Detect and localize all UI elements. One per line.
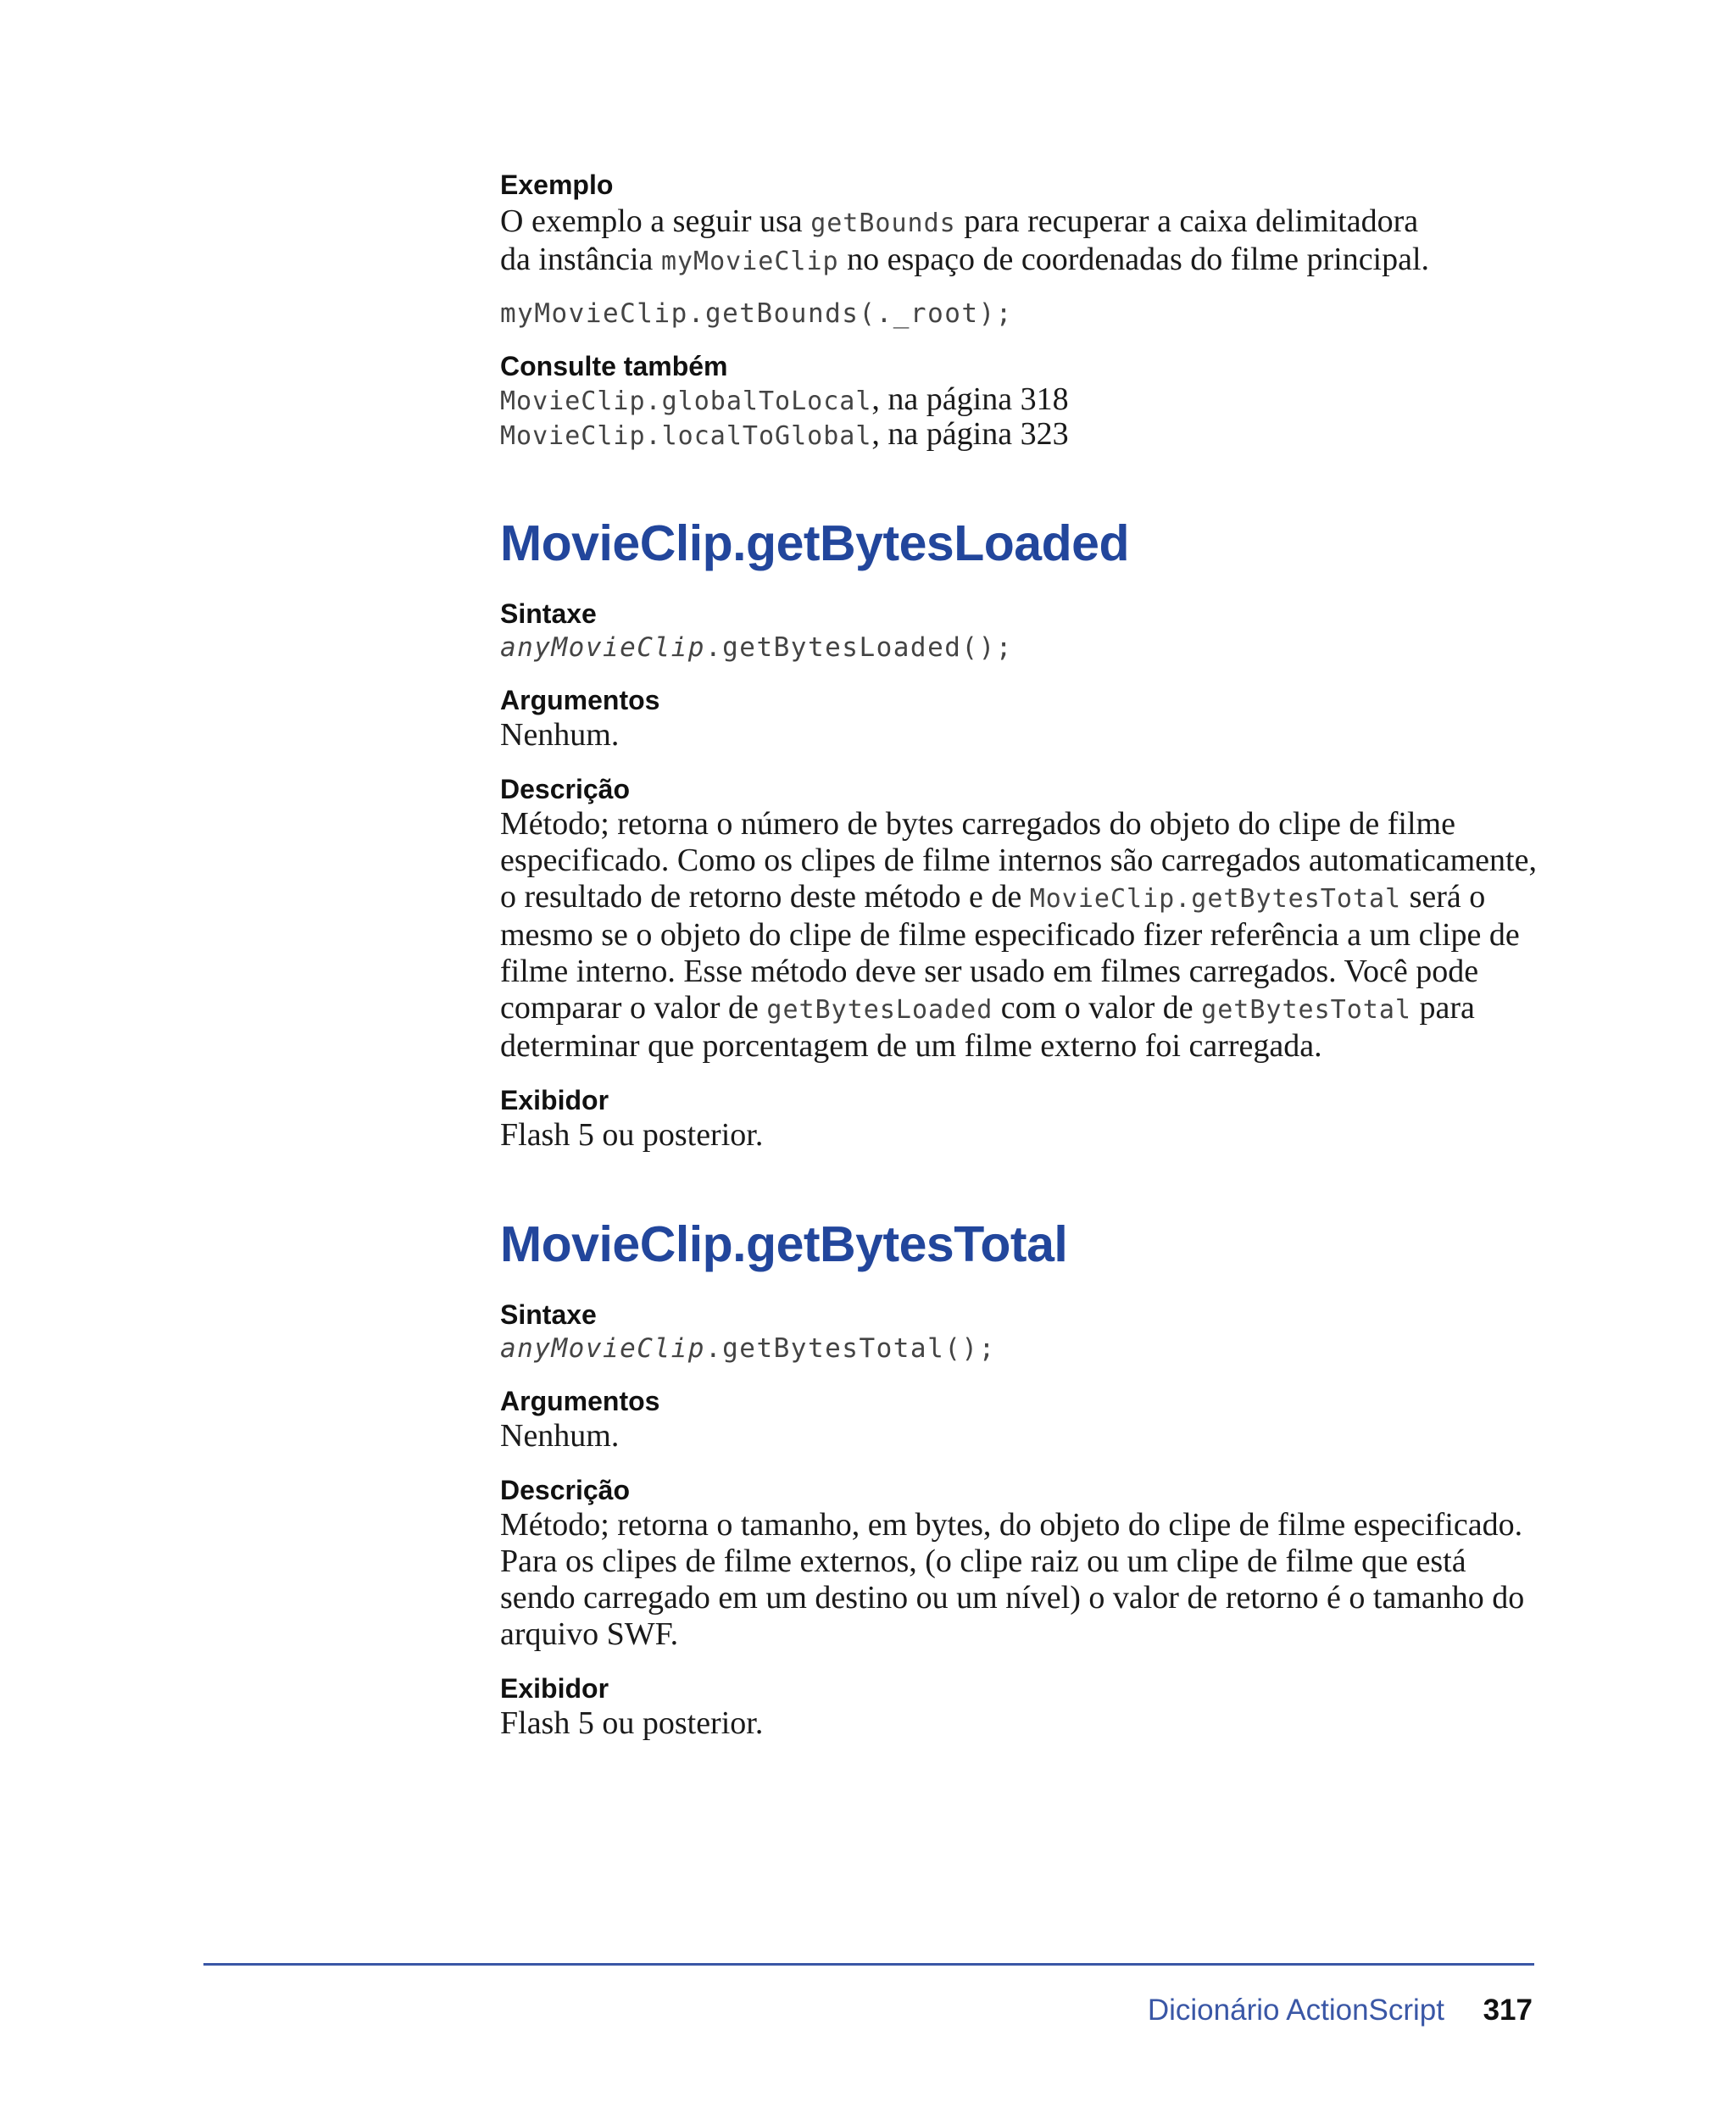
inline-code: getBytesLoaded <box>766 995 993 1025</box>
arguments-label: Argumentos <box>500 1386 660 1416</box>
section-title: MovieClip.getBytesLoaded <box>500 515 1130 571</box>
description-text: Método; retorna o tamanho, em bytes, do objeto do clipe de filme especificado. Para os clipes de filme externos, (o clipe raiz ou um clipe de filme que está sendo carregado em um destino ou um nível) o valor de retorno é o tamanho do arquivo SWF. <box>500 1507 1525 1652</box>
example-label: Exemplo <box>500 170 614 200</box>
player-label: Exibidor <box>500 1085 609 1115</box>
see-also-link[interactable]: MovieClip.globalToLocal <box>500 387 872 416</box>
see-also-item[interactable]: MovieClip.globalToLocal, na página 318 <box>500 381 1069 417</box>
example-text: O exemplo a seguir usa getBounds para recuperar a caixa delimitadora da instância myMovieClip no espaço de coordenadas do filme principal. <box>500 203 1430 277</box>
arguments-label: Argumentos <box>500 685 660 715</box>
inline-code: getBounds <box>810 209 956 238</box>
inline-code: myMovieClip <box>660 247 839 276</box>
syntax-code: anyMovieClip.getBytesLoaded(); <box>500 632 1013 663</box>
see-also-label: Consulte também <box>500 351 728 381</box>
description-label: Descrição <box>500 1475 630 1505</box>
syntax-code: anyMovieClip.getBytesTotal(); <box>500 1333 996 1364</box>
footer-title: Dicionário ActionScript <box>1147 1994 1444 2027</box>
player-text: Flash 5 ou posterior. <box>500 1117 764 1153</box>
inline-code: getBytesTotal <box>1201 995 1411 1025</box>
syntax-label: Sintaxe <box>500 1299 597 1330</box>
player-label: Exibidor <box>500 1673 609 1704</box>
footer-divider <box>203 1963 1534 1966</box>
syntax-label: Sintaxe <box>500 598 597 629</box>
description-text: Método; retorna o número de bytes carregados do objeto do clipe de filme especificado. Como os clipes de filme internos são carregados automaticamente, o resultado de retorno deste método e de MovieClip.getBytesTotal será o mesmo se o objeto do clipe de filme especificado fizer referência a um clipe de filme interno. Esse método deve ser usado em filmes carregados. Você pode comparar o valor de getBytesLoaded com o valor de getBytesTotal para determinar que porcentagem de um filme externo foi carregada. <box>500 806 1537 1064</box>
player-text: Flash 5 ou posterior. <box>500 1705 764 1741</box>
description-label: Descrição <box>500 774 630 804</box>
example-code: myMovieClip.getBounds(._root); <box>500 298 1013 329</box>
see-also-link[interactable]: MovieClip.localToGlobal <box>500 421 872 451</box>
see-also-item[interactable]: MovieClip.localToGlobal, na página 323 <box>500 416 1069 452</box>
arguments-text: Nenhum. <box>500 717 620 753</box>
page-content <box>500 168 1543 1742</box>
section-title: MovieClip.getBytesTotal <box>500 1216 1068 1272</box>
page-number: 317 <box>1483 1994 1533 2027</box>
inline-code: MovieClip.getBytesTotal <box>1029 884 1402 914</box>
arguments-text: Nenhum. <box>500 1418 620 1454</box>
